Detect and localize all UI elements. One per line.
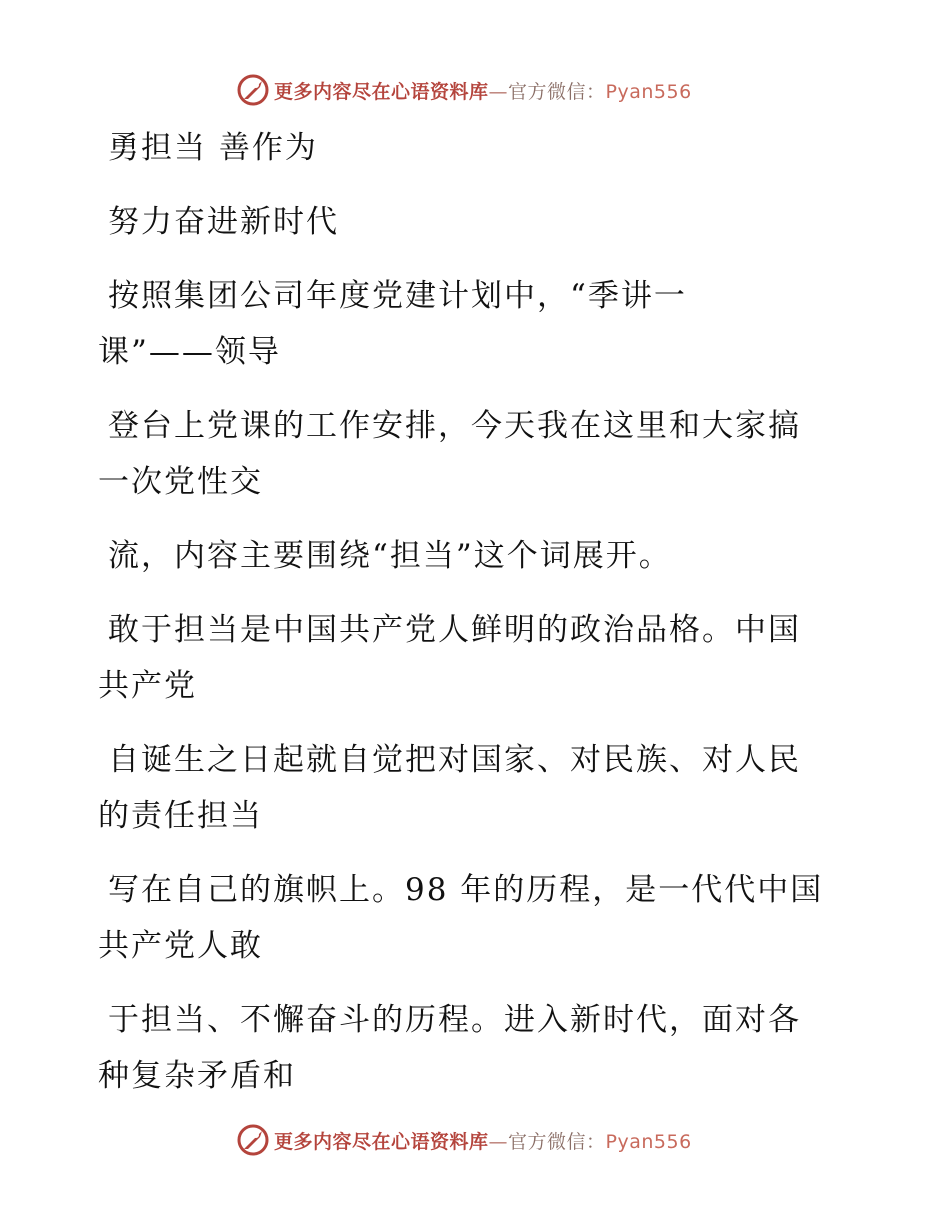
paragraph: 敢于担当是中国共产党人鲜明的政治品格。中国 共产党 [98, 612, 801, 704]
paragraph: 登台上党课的工作安排，今天我在这里和大家搞 一次党性交 [98, 408, 801, 500]
document-body [98, 120, 858, 1104]
pen-logo-icon [236, 1123, 270, 1157]
banner-id: Pyan556 [605, 1130, 692, 1153]
banner-label: 官方微信： [508, 80, 606, 103]
paragraph: 于担当、不懈奋斗的历程。进入新时代，面对各 种复杂矛盾和 [98, 1002, 801, 1094]
header-watermark [236, 72, 692, 108]
banner-text [274, 77, 692, 104]
title-line-1: 勇担当 善作为 [108, 130, 318, 166]
banner-main-text: 更多内容尽在心语资料库 [274, 1130, 489, 1153]
paragraph: 流，内容主要围绕“担当”这个词展开。 [108, 538, 672, 574]
banner-text [274, 1127, 692, 1154]
title-line-2: 努力奋进新时代 [108, 204, 339, 240]
banner-separator: — [488, 80, 509, 103]
paragraph: 写在自己的旗帜上。98 年的历程，是一代代中国 共产党人敢 [98, 872, 824, 964]
footer-watermark [236, 1122, 692, 1158]
banner-label: 官方微信： [508, 1130, 606, 1153]
paragraph: 自诞生之日起就自觉把对国家、对民族、对人民 的责任担当 [98, 742, 801, 834]
banner-separator: — [488, 1130, 509, 1153]
paragraph: 按照集团公司年度党建计划中，“季讲一 课”——领导 [98, 278, 687, 370]
banner-id: Pyan556 [605, 80, 692, 103]
banner-main-text: 更多内容尽在心语资料库 [274, 80, 489, 103]
pen-logo-icon [236, 73, 270, 107]
